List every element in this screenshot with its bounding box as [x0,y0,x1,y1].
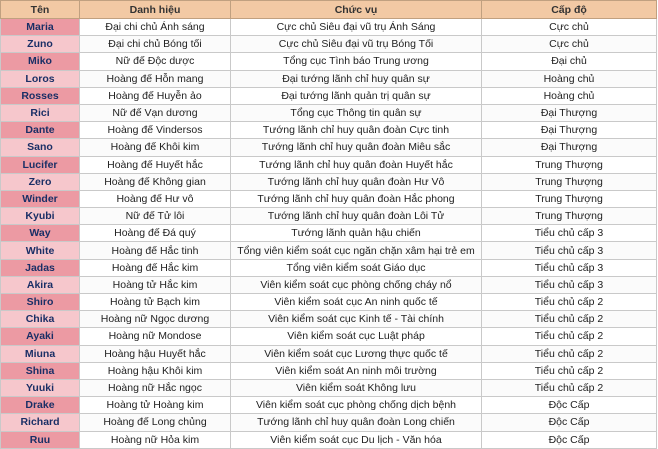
cell-name[interactable]: Zero [1,173,80,190]
cell-name[interactable]: Kyubi [1,208,80,225]
cell-rank[interactable]: Độc Cấp [482,397,657,414]
table-body [1,19,657,449]
cell-title[interactable]: Hoàng đế Hư vô [80,190,231,207]
cell-position[interactable]: Tổng cục Tình báo Trung ương [231,53,482,70]
cell-name[interactable]: Yuuki [1,379,80,396]
cell-title[interactable]: Hoàng đế Hắc tinh [80,242,231,259]
cell-position[interactable]: Tướng lãnh chỉ huy quân đoàn Cực tinh [231,122,482,139]
table-row [1,190,657,207]
cell-position[interactable]: Viên kiểm soát cục Kinh tế - Tài chính [231,311,482,328]
cell-name[interactable]: White [1,242,80,259]
header-title[interactable]: Danh hiệu [80,1,231,19]
cell-position[interactable]: Viên kiểm soát cục Lương thực quốc tế [231,345,482,362]
cell-position[interactable]: Đại tướng lãnh quản trị quân sự [231,87,482,104]
cell-name[interactable]: Shina [1,362,80,379]
cell-position[interactable]: Viên kiểm soát Không lưu [231,379,482,396]
cell-name[interactable]: Winder [1,190,80,207]
cell-title[interactable]: Hoàng đế Huyết hắc [80,156,231,173]
cell-title[interactable]: Đại chi chủ Bóng tối [80,36,231,53]
table-row [1,53,657,70]
cell-title[interactable]: Hoàng tử Hắc kim [80,276,231,293]
table-row [1,70,657,87]
cell-rank[interactable]: Độc Cấp [482,431,657,448]
cell-rank[interactable]: Đại chủ [482,53,657,70]
cell-name[interactable]: Dante [1,122,80,139]
cell-title[interactable]: Hoàng đế Vindersos [80,122,231,139]
cell-position[interactable]: Viên kiểm soát cục Luật pháp [231,328,482,345]
header-rank[interactable]: Cấp độ [482,1,657,19]
table-row [1,379,657,396]
table-row [1,345,657,362]
table-row [1,36,657,53]
table-row [1,362,657,379]
cell-position[interactable]: Tổng viên kiểm soát cục ngăn chặn xâm hại trẻ em [231,242,482,259]
table-row [1,173,657,190]
cell-name[interactable]: Miuna [1,345,80,362]
table-row [1,397,657,414]
cell-name[interactable]: Jadas [1,259,80,276]
cell-rank[interactable]: Tiểu chủ cấp 2 [482,362,657,379]
cell-title[interactable]: Hoàng đế Huyễn ảo [80,87,231,104]
cell-position[interactable]: Tướng lãnh chỉ huy quân đoàn Lôi Tử [231,208,482,225]
cell-name[interactable]: Rosses [1,87,80,104]
cell-rank[interactable]: Tiểu chủ cấp 3 [482,225,657,242]
cell-title[interactable]: Hoàng đế Hỗn mang [80,70,231,87]
cell-rank[interactable]: Hoàng chủ [482,87,657,104]
cell-position[interactable]: Tướng lãnh chỉ huy quân đoàn Hắc phong [231,190,482,207]
cell-rank[interactable]: Tiểu chủ cấp 2 [482,379,657,396]
cell-title[interactable]: Hoàng hậu Khôi kim [80,362,231,379]
cell-position[interactable]: Tướng lãnh chỉ huy quân đoàn Miêu sắc [231,139,482,156]
cell-name[interactable]: Rici [1,104,80,121]
cell-name[interactable]: Maria [1,19,80,36]
cell-title[interactable]: Nữ đế Độc dược [80,53,231,70]
cell-rank[interactable]: Đại Thượng [482,122,657,139]
cell-rank[interactable]: Hoàng chủ [482,70,657,87]
cell-position[interactable]: Viên kiểm soát cục phòng chống cháy nổ [231,276,482,293]
table-row [1,431,657,448]
cell-rank[interactable]: Tiểu chủ cấp 2 [482,328,657,345]
cell-name[interactable]: Ruu [1,431,80,448]
header-name[interactable]: Tên [1,1,80,19]
cell-rank[interactable]: Tiểu chủ cấp 2 [482,311,657,328]
table-row [1,294,657,311]
cell-title[interactable]: Hoàng nữ Hỏa kim [80,431,231,448]
cell-rank[interactable]: Đại Thượng [482,104,657,121]
cell-rank[interactable]: Trung Thượng [482,173,657,190]
cell-title[interactable]: Hoàng đế Không gian [80,173,231,190]
table-row [1,139,657,156]
cell-title[interactable]: Nữ đế Tử lôi [80,208,231,225]
cell-rank[interactable]: Trung Thượng [482,156,657,173]
cell-title[interactable]: Nữ đế Vạn dương [80,104,231,121]
cell-position[interactable]: Cực chủ Siêu đại vũ trụ Bóng Tối [231,36,482,53]
cell-position[interactable]: Viên kiểm soát cục An ninh quốc tế [231,294,482,311]
cell-position[interactable]: Viên kiểm soát cục Du lịch - Văn hóa [231,431,482,448]
cell-position[interactable]: Tướng lãnh quản hậu chiến [231,225,482,242]
cell-position[interactable]: Đại tướng lãnh chỉ huy quân sự [231,70,482,87]
cell-name[interactable]: Ayaki [1,328,80,345]
cell-rank[interactable]: Tiểu chủ cấp 3 [482,242,657,259]
cell-rank[interactable]: Tiểu chủ cấp 3 [482,276,657,293]
cell-name[interactable]: Richard [1,414,80,431]
table-row [1,87,657,104]
cell-rank[interactable]: Trung Thượng [482,190,657,207]
cell-name[interactable]: Loros [1,70,80,87]
cell-rank[interactable]: Tiểu chủ cấp 3 [482,259,657,276]
cell-title[interactable]: Đại chi chủ Ánh sáng [80,19,231,36]
cell-position[interactable]: Viên kiểm soát cục phòng chống dịch bệnh [231,397,482,414]
table-row [1,19,657,36]
cell-rank[interactable]: Tiểu chủ cấp 2 [482,345,657,362]
table-row [1,276,657,293]
cell-title[interactable]: Hoàng nữ Mondose [80,328,231,345]
table-row [1,225,657,242]
cell-position[interactable]: Viên kiểm soát An ninh môi trường [231,362,482,379]
header-position[interactable]: Chức vụ [231,1,482,19]
cell-rank[interactable]: Trung Thượng [482,208,657,225]
table-row [1,311,657,328]
cell-position[interactable]: Cực chủ Siêu đại vũ trụ Ánh Sáng [231,19,482,36]
cell-title[interactable]: Hoàng đế Long chủng [80,414,231,431]
cell-name[interactable]: Miko [1,53,80,70]
cell-rank[interactable]: Đại Thượng [482,139,657,156]
cell-position[interactable]: Tổng viên kiểm soát Giáo dục [231,259,482,276]
cell-name[interactable]: Drake [1,397,80,414]
cell-name[interactable]: Shiro [1,294,80,311]
cell-position[interactable]: Tướng lãnh chỉ huy quân đoàn Long chiến [231,414,482,431]
cell-title[interactable]: Hoàng hậu Huyết hắc [80,345,231,362]
table-row [1,328,657,345]
table-row [1,242,657,259]
cell-title[interactable]: Hoàng tử Bạch kim [80,294,231,311]
cell-position[interactable]: Tổng cục Thông tin quân sự [231,104,482,121]
cell-name[interactable]: Lucifer [1,156,80,173]
cell-title[interactable]: Hoàng đế Đá quý [80,225,231,242]
cell-position[interactable]: Tướng lãnh chỉ huy quân đoàn Hư Vô [231,173,482,190]
cell-name[interactable]: Sano [1,139,80,156]
cell-name[interactable]: Way [1,225,80,242]
cell-rank[interactable]: Cực chủ [482,19,657,36]
table-row [1,122,657,139]
cell-title[interactable]: Hoàng đế Khôi kim [80,139,231,156]
cell-title[interactable]: Hoàng tử Hoàng kim [80,397,231,414]
table-row [1,414,657,431]
cell-name[interactable]: Akira [1,276,80,293]
table-header [1,1,657,19]
header-row [1,1,657,19]
table-row [1,104,657,121]
cell-position[interactable]: Tướng lãnh chỉ huy quân đoàn Huyết hắc [231,156,482,173]
cell-rank[interactable]: Độc Cấp [482,414,657,431]
cell-name[interactable]: Zuno [1,36,80,53]
table-row [1,156,657,173]
cell-title[interactable]: Hoàng nữ Hắc ngọc [80,379,231,396]
cell-title[interactable]: Hoàng đế Hắc kim [80,259,231,276]
cell-rank[interactable]: Tiểu chủ cấp 2 [482,294,657,311]
cell-title[interactable]: Hoàng nữ Ngọc dương [80,311,231,328]
cell-name[interactable]: Chika [1,311,80,328]
cell-rank[interactable]: Cực chủ [482,36,657,53]
table-row [1,259,657,276]
table-row [1,208,657,225]
